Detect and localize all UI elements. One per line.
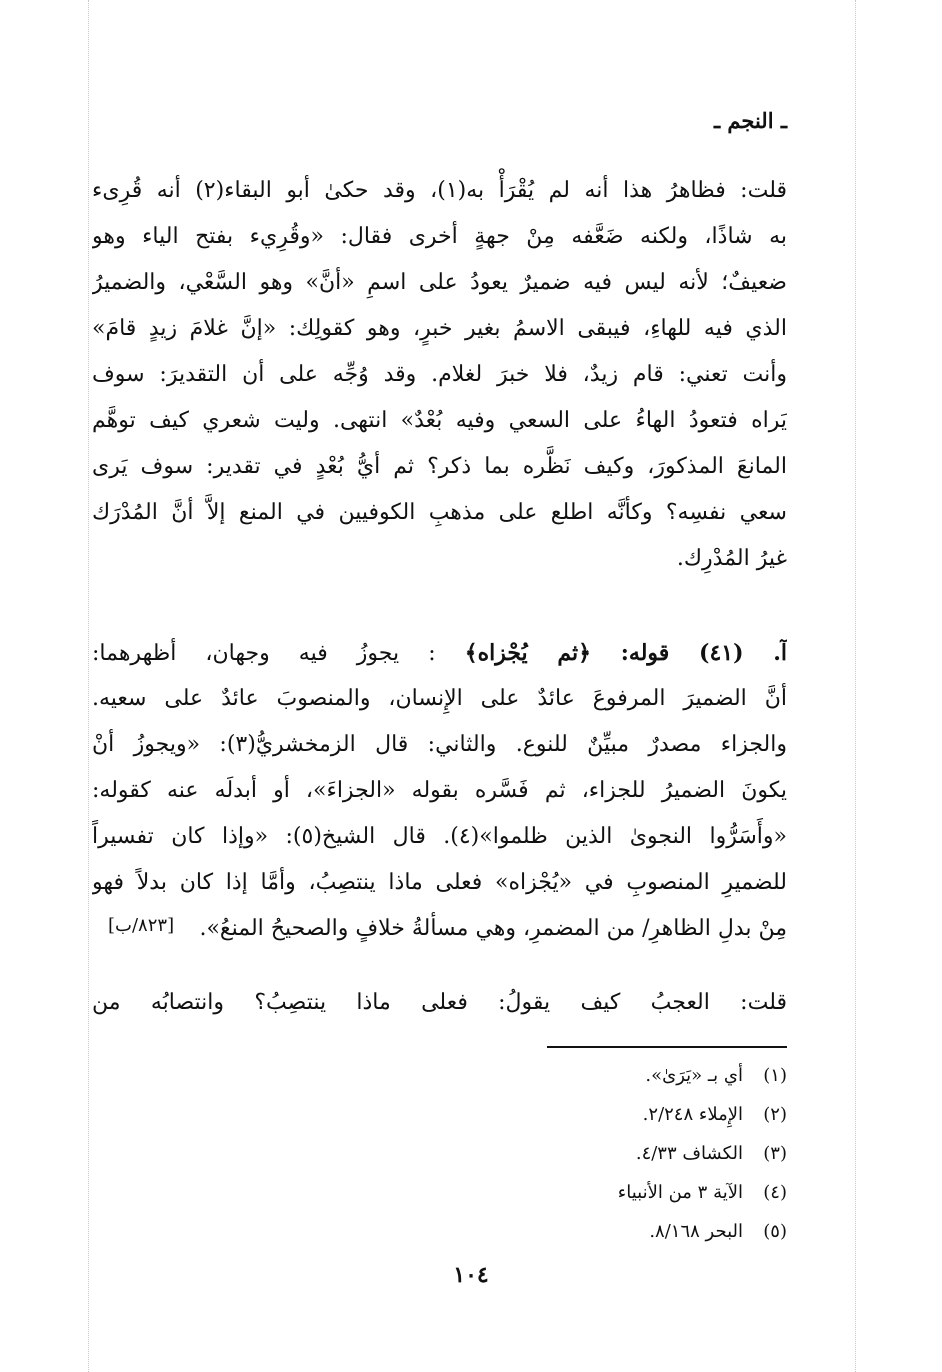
footnote — [287, 1212, 787, 1251]
text-segment: : يجوزُ فيه وجهان، أظهرهما: — [92, 641, 436, 666]
text-line: وأنت تعني: قام زيدٌ، فلا خبرَ لغلام. وقد وُجِّه على أن التقديرَ: سوف — [92, 362, 787, 387]
footnote-number: (٢) — [763, 1104, 787, 1125]
text-line: يَراه فتعودُ الهاءُ على السعي وفيه بُعْدٌ» انتهى. وليت شعري كيف توهَّم — [92, 408, 787, 433]
page-edge-right — [855, 0, 856, 1372]
footnote-text: أي بـ «يَرَىٰ». — [645, 1065, 743, 1086]
text-line: يكونَ الضميرُ للجزاء، ثم فَسَّره بقوله «الجزاءَ»، أو أبدلَه عنه كقوله: — [92, 778, 787, 803]
footnote — [287, 1134, 787, 1173]
manuscript-folio-ref: [٨٢٣/ب] — [108, 915, 175, 936]
paragraph-1 — [92, 168, 787, 582]
text-line: «وأَسَرُّوا النجوىٰ الذين ظلموا»(٤). قال الشيخ(٥): «وإذا كان تفسيراً — [92, 824, 787, 849]
footnote-number: (٥) — [763, 1221, 787, 1242]
text-line: أنَّ الضميرَ المرفوعَ عائدٌ على الإِنسان، والمنصوبَ عائدٌ على سعيه. — [92, 686, 787, 711]
text-line — [92, 630, 787, 676]
footnote-number: (٤) — [763, 1182, 787, 1203]
paragraph-3 — [92, 980, 787, 1026]
text-line: قلت: فظاهرُ هذا أنه لم يُقْرَأْ به(١)، وقد حكىٰ أبو البقاء(٢) أنه قُرِىء — [92, 178, 787, 203]
footnote — [287, 1173, 787, 1212]
footnote — [287, 1095, 787, 1134]
footnote-text: الآية ٣ من الأنبياء — [617, 1182, 743, 1203]
text-line: قلت: العجبُ كيف يقولُ: فعلى ماذا ينتصِبُ؟ وانتصابُه من — [92, 990, 787, 1015]
paragraph-2 — [92, 630, 787, 952]
text-line: للضميرِ المنصوبِ في «يُجْزاه» فعلى ماذا ينتصِبُ، وأمَّا إذا كان بدلاً فهو — [92, 870, 787, 895]
text-line: سعي نفسِه؟ وكأنَّه اطلع على مذهبِ الكوفيين في المنع إلاَّ أنَّ المُدْرَك — [92, 500, 787, 525]
page-edge-left — [88, 0, 89, 1372]
footnote-text: البحر ٨/١٦٨. — [649, 1221, 743, 1242]
footnote — [287, 1056, 787, 1095]
footnotes — [287, 1056, 787, 1251]
footnote-number: (١) — [763, 1065, 787, 1086]
text-line: الذي فيه للهاءِ، فيبقى الاسمُ بغير خبرٍ، وهو كقولِك: «إنَّ غلامَ زيدٍ قامَ» — [92, 316, 787, 341]
footnote-separator — [547, 1046, 787, 1048]
footnote-text: الكشاف ٤/٣٣. — [635, 1143, 743, 1164]
text-line: غيرُ المُدْرِك. — [676, 546, 787, 571]
text-line: ضعيفٌ؛ لأنه ليس فيه ضميرٌ يعودُ على اسمِ «أنَّ» وهو السَّعْي، والضميرُ — [92, 270, 787, 295]
footnote-text: الإِملاء ٢/٢٤٨. — [642, 1104, 743, 1125]
text-line: مِنْ بدلِ الظاهرِ/ من المضمرِ، وهي مسألةُ خلافٍ والصحيحُ المنعُ». — [199, 916, 787, 941]
text-line: والجزاء مصدرٌ مبيِّنٌ للنوع. والثاني: قال الزمخشريُّ(٣): «ويجوزُ أنْ — [92, 732, 787, 757]
verse-heading: آ. (٤١) قوله: ﴿ثم يُجْزاه﴾ — [464, 640, 787, 666]
text-line: به شاذًا، ولكنه ضَعَّفه مِنْ جهةٍ أخرى فقال: «وقُرِيء بفتح الياء وهو — [92, 224, 787, 249]
running-header: ـ النجم ـ — [713, 108, 787, 133]
page-number: ١٠٤ — [453, 1262, 489, 1288]
footnote-number: (٣) — [763, 1143, 787, 1164]
text-line: المانعَ المذكورَ، وكيف نَظَّره بما ذكر؟ ثم أيُّ بُعْدٍ في تقدير: سوف يَرى — [92, 454, 787, 479]
